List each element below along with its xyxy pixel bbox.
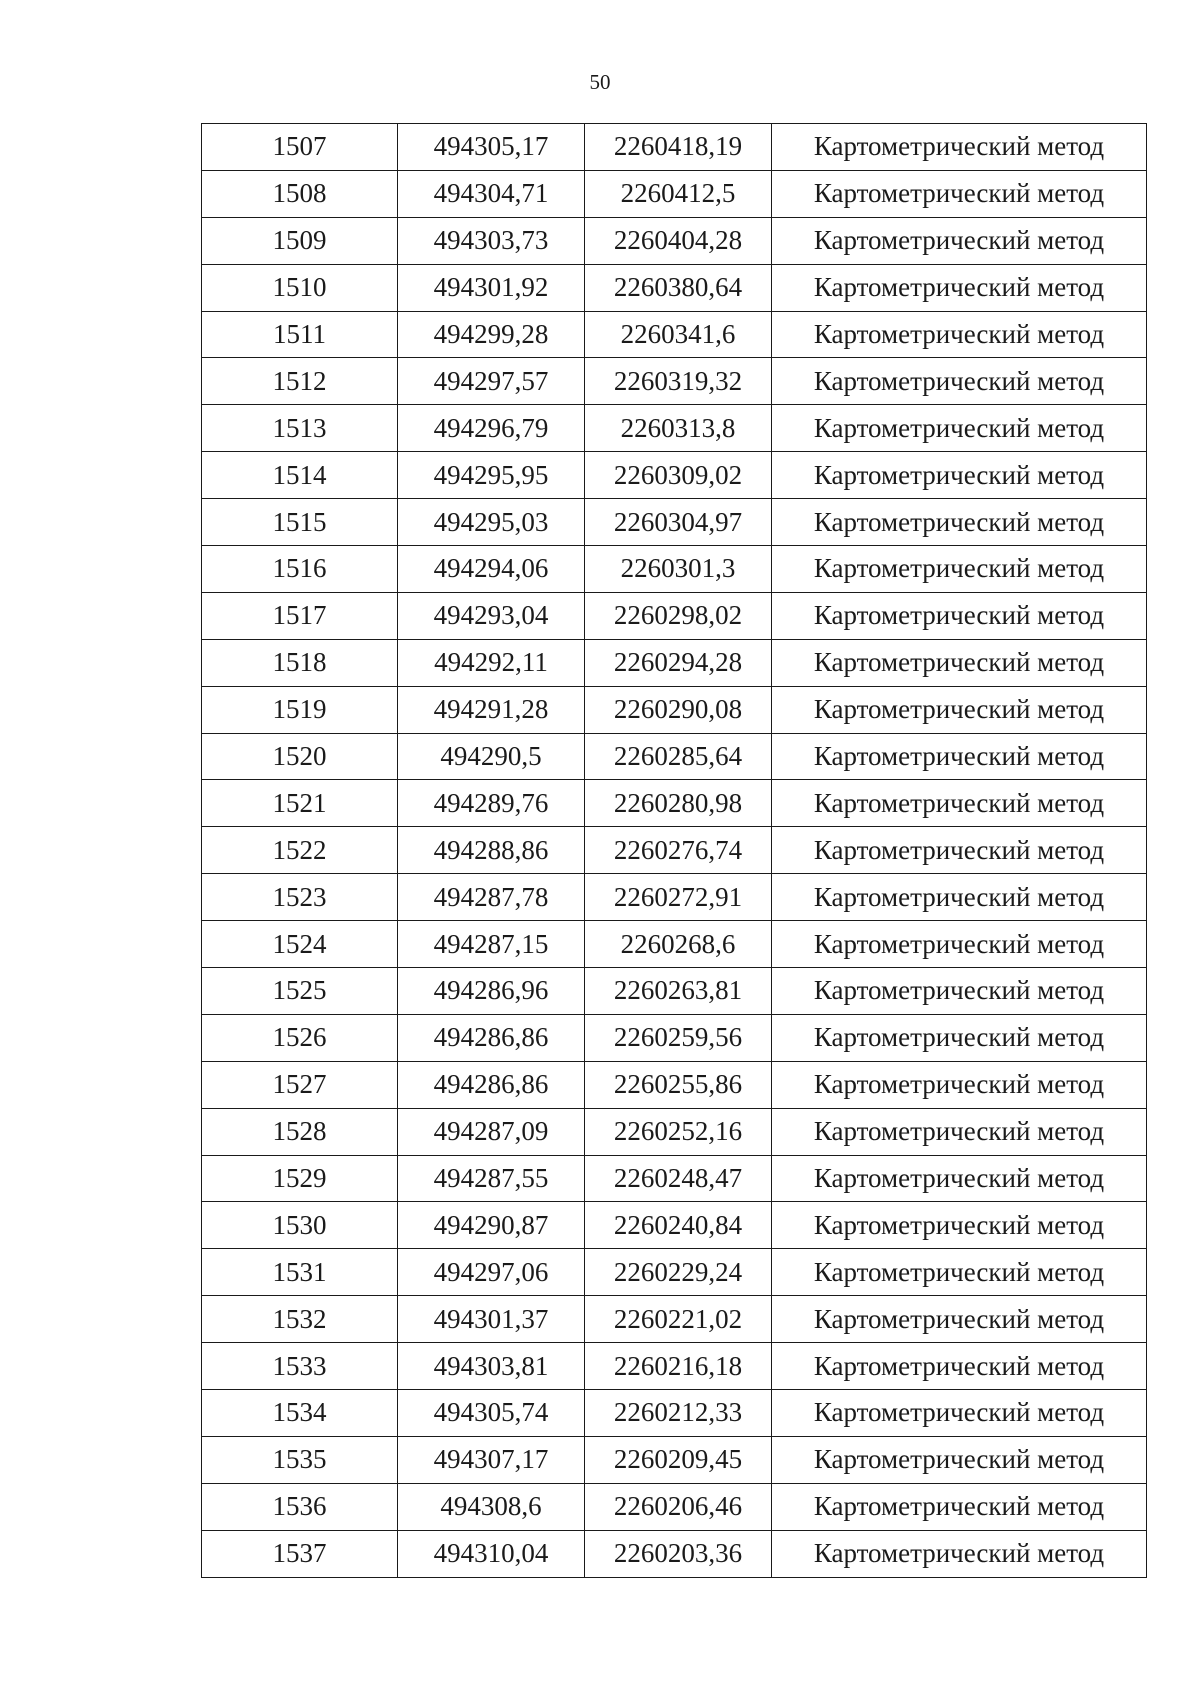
table-row <box>202 874 1147 921</box>
point-number-cell: 1519 <box>202 686 398 733</box>
point-number-cell: 1514 <box>202 452 398 499</box>
y-coordinate-cell: 2260285,64 <box>585 733 772 780</box>
point-number-cell: 1510 <box>202 264 398 311</box>
y-coordinate-cell: 2260240,84 <box>585 1202 772 1249</box>
y-coordinate-cell: 2260319,32 <box>585 358 772 405</box>
y-coordinate-cell: 2260418,19 <box>585 124 772 171</box>
point-number-cell: 1521 <box>202 780 398 827</box>
table-row <box>202 1436 1147 1483</box>
x-coordinate-cell: 494310,04 <box>398 1530 585 1577</box>
y-coordinate-cell: 2260272,91 <box>585 874 772 921</box>
method-cell: Картометрический метод <box>772 1390 1147 1437</box>
method-cell: Картометрический метод <box>772 124 1147 171</box>
table-row <box>202 1202 1147 1249</box>
method-cell: Картометрический метод <box>772 452 1147 499</box>
point-number-cell: 1532 <box>202 1296 398 1343</box>
point-number-cell: 1515 <box>202 499 398 546</box>
coordinates-table <box>201 123 1147 1578</box>
point-number-cell: 1523 <box>202 874 398 921</box>
method-cell: Картометрический метод <box>772 639 1147 686</box>
method-cell: Картометрический метод <box>772 217 1147 264</box>
table-row <box>202 1296 1147 1343</box>
x-coordinate-cell: 494288,86 <box>398 827 585 874</box>
method-cell: Картометрический метод <box>772 1108 1147 1155</box>
point-number-cell: 1524 <box>202 921 398 968</box>
method-cell: Картометрический метод <box>772 968 1147 1015</box>
point-number-cell: 1536 <box>202 1483 398 1530</box>
table-row <box>202 827 1147 874</box>
point-number-cell: 1528 <box>202 1108 398 1155</box>
method-cell: Картометрический метод <box>772 1014 1147 1061</box>
point-number-cell: 1512 <box>202 358 398 405</box>
x-coordinate-cell: 494299,28 <box>398 311 585 358</box>
x-coordinate-cell: 494287,55 <box>398 1155 585 1202</box>
point-number-cell: 1507 <box>202 124 398 171</box>
x-coordinate-cell: 494290,5 <box>398 733 585 780</box>
y-coordinate-cell: 2260301,3 <box>585 546 772 593</box>
point-number-cell: 1527 <box>202 1061 398 1108</box>
table-row <box>202 1155 1147 1202</box>
y-coordinate-cell: 2260255,86 <box>585 1061 772 1108</box>
x-coordinate-cell: 494303,81 <box>398 1343 585 1390</box>
method-cell: Картометрический метод <box>772 1202 1147 1249</box>
table-row <box>202 1530 1147 1577</box>
y-coordinate-cell: 2260229,24 <box>585 1249 772 1296</box>
method-cell: Картометрический метод <box>772 405 1147 452</box>
x-coordinate-cell: 494290,87 <box>398 1202 585 1249</box>
method-cell: Картометрический метод <box>772 1343 1147 1390</box>
table-row <box>202 124 1147 171</box>
table-row <box>202 1014 1147 1061</box>
x-coordinate-cell: 494297,06 <box>398 1249 585 1296</box>
table-row <box>202 170 1147 217</box>
x-coordinate-cell: 494287,15 <box>398 921 585 968</box>
y-coordinate-cell: 2260404,28 <box>585 217 772 264</box>
table-row <box>202 358 1147 405</box>
point-number-cell: 1534 <box>202 1390 398 1437</box>
x-coordinate-cell: 494303,73 <box>398 217 585 264</box>
x-coordinate-cell: 494286,86 <box>398 1014 585 1061</box>
method-cell: Картометрический метод <box>772 733 1147 780</box>
table-row <box>202 1108 1147 1155</box>
x-coordinate-cell: 494307,17 <box>398 1436 585 1483</box>
point-number-cell: 1525 <box>202 968 398 1015</box>
table-row <box>202 686 1147 733</box>
point-number-cell: 1513 <box>202 405 398 452</box>
y-coordinate-cell: 2260280,98 <box>585 780 772 827</box>
page-number: 50 <box>589 70 611 94</box>
table-row <box>202 780 1147 827</box>
point-number-cell: 1508 <box>202 170 398 217</box>
point-number-cell: 1520 <box>202 733 398 780</box>
x-coordinate-cell: 494304,71 <box>398 170 585 217</box>
x-coordinate-cell: 494287,78 <box>398 874 585 921</box>
y-coordinate-cell: 2260221,02 <box>585 1296 772 1343</box>
method-cell: Картометрический метод <box>772 1483 1147 1530</box>
y-coordinate-cell: 2260298,02 <box>585 592 772 639</box>
y-coordinate-cell: 2260304,97 <box>585 499 772 546</box>
point-number-cell: 1526 <box>202 1014 398 1061</box>
point-number-cell: 1522 <box>202 827 398 874</box>
x-coordinate-cell: 494287,09 <box>398 1108 585 1155</box>
method-cell: Картометрический метод <box>772 780 1147 827</box>
y-coordinate-cell: 2260259,56 <box>585 1014 772 1061</box>
table-row <box>202 499 1147 546</box>
table-row <box>202 1390 1147 1437</box>
point-number-cell: 1537 <box>202 1530 398 1577</box>
table-row <box>202 217 1147 264</box>
point-number-cell: 1509 <box>202 217 398 264</box>
x-coordinate-cell: 494291,28 <box>398 686 585 733</box>
y-coordinate-cell: 2260248,47 <box>585 1155 772 1202</box>
point-number-cell: 1516 <box>202 546 398 593</box>
x-coordinate-cell: 494296,79 <box>398 405 585 452</box>
method-cell: Картометрический метод <box>772 358 1147 405</box>
x-coordinate-cell: 494301,92 <box>398 264 585 311</box>
table-row <box>202 639 1147 686</box>
point-number-cell: 1533 <box>202 1343 398 1390</box>
table-row <box>202 968 1147 1015</box>
point-number-cell: 1518 <box>202 639 398 686</box>
x-coordinate-cell: 494308,6 <box>398 1483 585 1530</box>
method-cell: Картометрический метод <box>772 1155 1147 1202</box>
y-coordinate-cell: 2260252,16 <box>585 1108 772 1155</box>
method-cell: Картометрический метод <box>772 827 1147 874</box>
table-row <box>202 921 1147 968</box>
x-coordinate-cell: 494295,95 <box>398 452 585 499</box>
y-coordinate-cell: 2260276,74 <box>585 827 772 874</box>
method-cell: Картометрический метод <box>772 311 1147 358</box>
x-coordinate-cell: 494294,06 <box>398 546 585 593</box>
y-coordinate-cell: 2260268,6 <box>585 921 772 968</box>
table-row <box>202 452 1147 499</box>
x-coordinate-cell: 494286,96 <box>398 968 585 1015</box>
method-cell: Картометрический метод <box>772 1061 1147 1108</box>
method-cell: Картометрический метод <box>772 686 1147 733</box>
point-number-cell: 1530 <box>202 1202 398 1249</box>
table-row <box>202 1061 1147 1108</box>
y-coordinate-cell: 2260290,08 <box>585 686 772 733</box>
table-row <box>202 733 1147 780</box>
y-coordinate-cell: 2260313,8 <box>585 405 772 452</box>
method-cell: Картометрический метод <box>772 1249 1147 1296</box>
point-number-cell: 1517 <box>202 592 398 639</box>
table-row <box>202 592 1147 639</box>
method-cell: Картометрический метод <box>772 1530 1147 1577</box>
table-row <box>202 405 1147 452</box>
y-coordinate-cell: 2260380,64 <box>585 264 772 311</box>
point-number-cell: 1529 <box>202 1155 398 1202</box>
x-coordinate-cell: 494292,11 <box>398 639 585 686</box>
table-row <box>202 311 1147 358</box>
method-cell: Картометрический метод <box>772 874 1147 921</box>
x-coordinate-cell: 494305,74 <box>398 1390 585 1437</box>
table-row <box>202 546 1147 593</box>
method-cell: Картометрический метод <box>772 499 1147 546</box>
y-coordinate-cell: 2260309,02 <box>585 452 772 499</box>
method-cell: Картометрический метод <box>772 546 1147 593</box>
y-coordinate-cell: 2260203,36 <box>585 1530 772 1577</box>
x-coordinate-cell: 494297,57 <box>398 358 585 405</box>
table-row <box>202 1249 1147 1296</box>
x-coordinate-cell: 494289,76 <box>398 780 585 827</box>
table-row <box>202 264 1147 311</box>
y-coordinate-cell: 2260209,45 <box>585 1436 772 1483</box>
y-coordinate-cell: 2260294,28 <box>585 639 772 686</box>
point-number-cell: 1535 <box>202 1436 398 1483</box>
x-coordinate-cell: 494295,03 <box>398 499 585 546</box>
method-cell: Картометрический метод <box>772 264 1147 311</box>
coordinates-table-body <box>202 124 1147 1578</box>
y-coordinate-cell: 2260263,81 <box>585 968 772 1015</box>
y-coordinate-cell: 2260206,46 <box>585 1483 772 1530</box>
table-row <box>202 1483 1147 1530</box>
table-row <box>202 1343 1147 1390</box>
x-coordinate-cell: 494293,04 <box>398 592 585 639</box>
y-coordinate-cell: 2260341,6 <box>585 311 772 358</box>
point-number-cell: 1531 <box>202 1249 398 1296</box>
method-cell: Картометрический метод <box>772 1296 1147 1343</box>
x-coordinate-cell: 494305,17 <box>398 124 585 171</box>
method-cell: Картометрический метод <box>772 170 1147 217</box>
point-number-cell: 1511 <box>202 311 398 358</box>
y-coordinate-cell: 2260212,33 <box>585 1390 772 1437</box>
y-coordinate-cell: 2260216,18 <box>585 1343 772 1390</box>
x-coordinate-cell: 494286,86 <box>398 1061 585 1108</box>
method-cell: Картометрический метод <box>772 921 1147 968</box>
y-coordinate-cell: 2260412,5 <box>585 170 772 217</box>
x-coordinate-cell: 494301,37 <box>398 1296 585 1343</box>
method-cell: Картометрический метод <box>772 1436 1147 1483</box>
method-cell: Картометрический метод <box>772 592 1147 639</box>
